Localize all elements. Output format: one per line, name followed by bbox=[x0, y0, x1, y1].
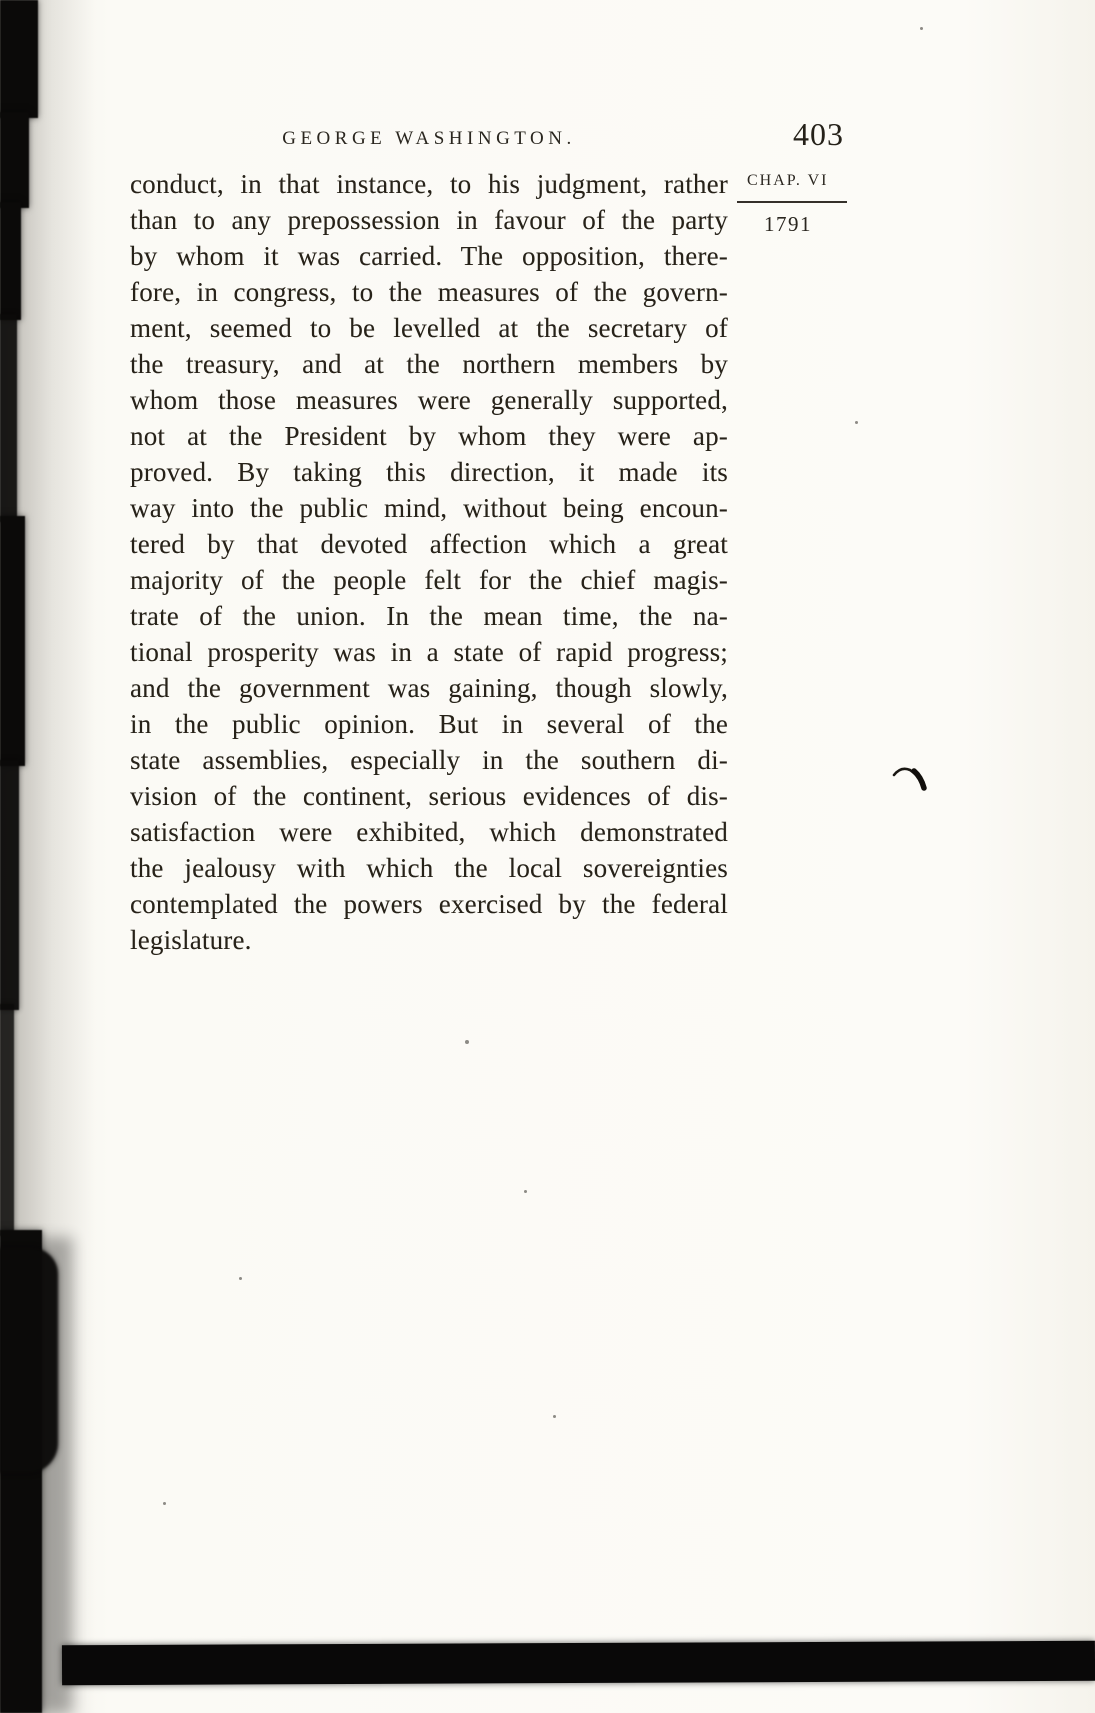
text-line: majority of the people felt for the chief magis- bbox=[130, 565, 728, 595]
scan-speck bbox=[524, 1190, 527, 1193]
body-text bbox=[130, 166, 728, 958]
binding-segment bbox=[0, 314, 17, 522]
text-line: in the public opinion. But in several of the bbox=[130, 709, 728, 739]
binding-segment bbox=[0, 516, 25, 766]
binding-segment bbox=[0, 112, 29, 208]
binding-segment bbox=[0, 1004, 14, 1236]
bottom-scan-bar bbox=[62, 1641, 1095, 1686]
scan-speck bbox=[163, 1502, 166, 1505]
text-line: contemplated the powers exercised by the federal bbox=[130, 889, 728, 919]
binding-segment bbox=[0, 0, 38, 118]
text-line: tered by that devoted affection which a great bbox=[130, 529, 728, 559]
text-line: and the government was gaining, though slowly, bbox=[130, 673, 728, 703]
chapter-label: CHAP. VI bbox=[747, 172, 829, 189]
chapter-rule bbox=[737, 201, 847, 203]
text-line: the treasury, and at the northern members by bbox=[130, 349, 728, 379]
text-line: ment, seemed to be levelled at the secretary of bbox=[130, 313, 728, 343]
header-title: GEORGE WASHINGTON. bbox=[282, 128, 576, 149]
scan-speck bbox=[920, 27, 923, 30]
scan-speck bbox=[239, 1277, 242, 1280]
text-line: not at the President by whom they were ap- bbox=[130, 421, 728, 451]
text-line: whom those measures were generally supported, bbox=[130, 385, 728, 415]
scan-speck bbox=[855, 421, 858, 424]
text-line: state assemblies, especially in the southern di- bbox=[130, 745, 728, 775]
binding-scan-band bbox=[0, 0, 100, 1713]
text-line: way into the public mind, without being encoun- bbox=[130, 493, 728, 523]
year-label: 1791 bbox=[764, 212, 812, 236]
text-line: by whom it was carried. The opposition, there- bbox=[130, 241, 728, 271]
text-line: vision of the continent, serious evidences of dis- bbox=[130, 781, 728, 811]
text-line: trate of the union. In the mean time, the na- bbox=[130, 601, 728, 631]
text-line: legislature. bbox=[130, 925, 252, 955]
text-line: the jealousy with which the local sovereignties bbox=[130, 853, 728, 883]
text-line: satisfaction were exhibited, which demonstrated bbox=[130, 817, 728, 847]
ink-mark bbox=[892, 760, 938, 794]
text-line: than to any prepossession in favour of the party bbox=[130, 205, 728, 235]
page-number: 403 bbox=[793, 116, 844, 152]
binding-segment bbox=[0, 760, 19, 1010]
running-header bbox=[130, 128, 728, 150]
text-line: fore, in congress, to the measures of the govern- bbox=[130, 277, 728, 307]
binding-segment bbox=[0, 1248, 58, 1473]
text-line: conduct, in that instance, to his judgment, rather bbox=[130, 169, 728, 199]
scan-speck bbox=[553, 1415, 556, 1418]
binding-segment bbox=[0, 202, 21, 320]
text-line: proved. By taking this direction, it made its bbox=[130, 457, 728, 487]
scan-speck bbox=[465, 1040, 469, 1044]
text-line: tional prosperity was in a state of rapid progress; bbox=[130, 637, 728, 667]
